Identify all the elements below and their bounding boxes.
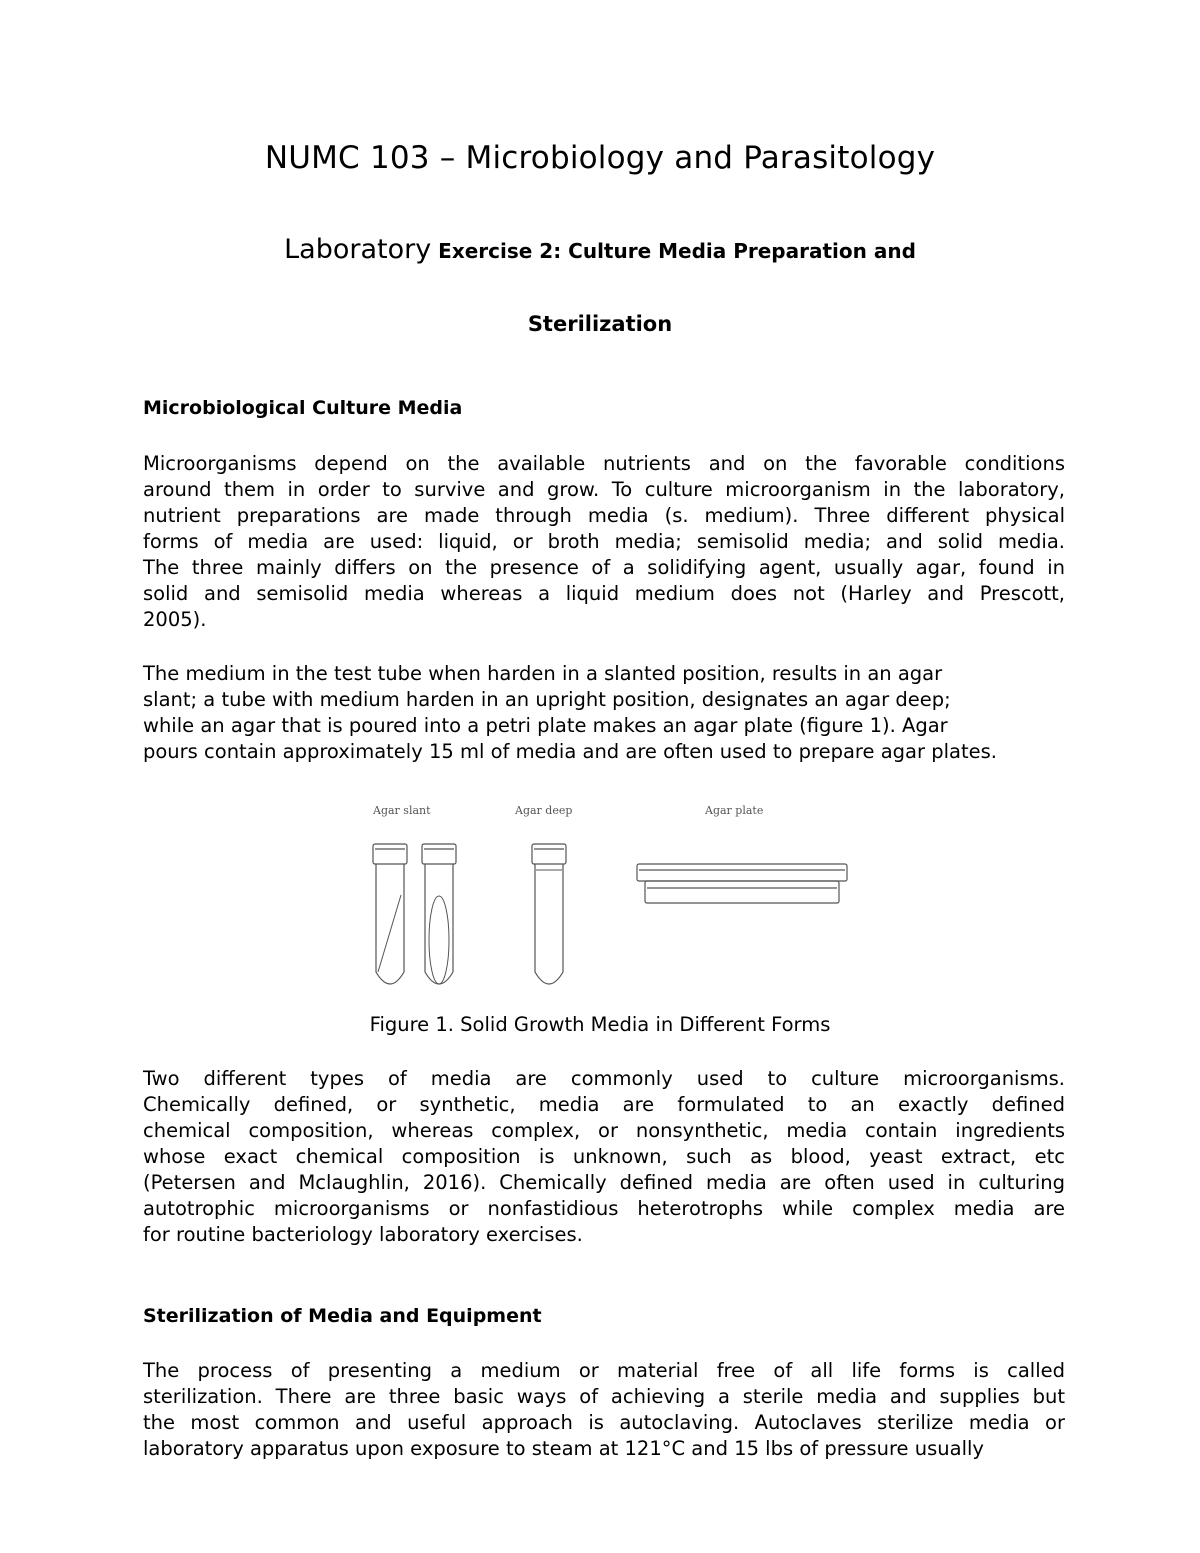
exercise-title-rest: Exercise 2: Culture Media Preparation and [431,239,916,263]
text-line: while an agar that is poured into a petri plate makes an agar plate (figure 1). Agar [143,714,948,737]
text-line: nutrient preparations are made through media (s. medium). Three different physical [143,504,1065,527]
agar-slant-tube-2 [422,844,456,984]
section-heading-sterilization: Sterilization of Media and Equipment [143,1305,542,1327]
figure-caption: Figure 1. Solid Growth Media in Different Forms [369,1013,831,1036]
text-line: whose exact chemical composition is unknown, such as blood, yeast extract, etc [143,1145,1065,1168]
text-line: (Petersen and Mclaughlin, 2016). Chemically defined media are often used in culturing [143,1171,1065,1194]
text-line: pours contain approximately 15 ml of media and are often used to prepare agar plates. [143,740,997,763]
text-line: chemical composition, whereas complex, or nonsynthetic, media contain ingredients [143,1119,1065,1142]
text-line: 2005). [143,608,207,631]
agar-plate-dish [637,864,847,903]
label-agar-deep: Agar deep [515,804,573,817]
label-agar-slant: Agar slant [373,804,431,817]
text-line: Chemically defined, or synthetic, media are formulated to an exactly defined [143,1093,1065,1116]
text-line: solid and semisolid media whereas a liquid medium does not (Harley and Prescott, [143,582,1065,605]
text-line: for routine bacteriology laboratory exercises. [143,1223,583,1246]
text-line: forms of media are used: liquid, or broth media; semisolid media; and solid media. [143,530,1065,553]
text-line: sterilization. There are three basic ways of achieving a sterile media and supplies but [143,1385,1065,1408]
text-line: The process of presenting a medium or material free of all life forms is called [143,1359,1065,1382]
page-title: NUMC 103 – Microbiology and Parasitology [264,140,936,176]
text-line: around them in order to survive and grow. To culture microorganism in the laboratory, [143,478,1065,501]
text-line: Microorganisms depend on the available nutrients and on the favorable conditions [143,452,1065,475]
text-line: laboratory apparatus upon exposure to steam at 121°C and 15 lbs of pressure usually [143,1437,984,1460]
agar-slant-tube-1 [373,844,407,984]
exercise-title [0,234,1200,265]
text-line: Two different types of media are commonly used to culture microorganisms. [143,1067,1065,1090]
paragraph-sterilization [143,1358,1065,1462]
paragraph-culture-media-intro [143,451,1065,633]
section-heading-culture-media: Microbiological Culture Media [143,397,463,419]
agar-deep-tube [532,844,566,984]
text-line: The three mainly differs on the presence of a solidifying agent, usually agar, found in [143,556,1065,579]
text-line: autotrophic microorganisms or nonfastidious heterotrophs while complex media are [143,1197,1065,1220]
paragraph-media-types [143,1066,1065,1248]
exercise-title-lead: Laboratory [284,234,432,265]
text-line: The medium in the test tube when harden in a slanted position, results in an agar [143,662,943,685]
paragraph-agar-forms [143,661,1065,765]
exercise-title-line2: Sterilization [527,312,673,336]
figure-agar-forms [355,800,865,1000]
text-line: the most common and useful approach is autoclaving. Autoclaves sterilize media or [143,1411,1065,1434]
label-agar-plate: Agar plate [705,804,764,817]
text-line: slant; a tube with medium harden in an upright position, designates an agar deep; [143,688,951,711]
figure-drawing [355,800,865,1000]
